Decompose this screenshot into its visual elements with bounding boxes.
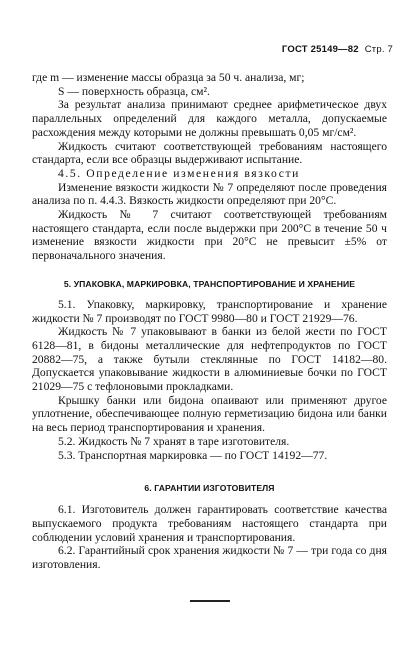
subsection-heading: 4.5. Определение изменения вязкости [58,166,300,180]
paragraph: Жидкость № 7 считают соответствующей требованиям настоящего стандарта, если после выдержки при 200°С в течение 50 ч изменение вязкости жидкости при 20°С не превысит ±5% от первоначального значения. [32,208,387,263]
formula-legend-m: где m — изменение массы образца за 50 ч. анализа, мг; [32,71,305,84]
paragraph: Изменение вязкости жидкости № 7 определяют после проведения анализа по п. 4.4.3. Вязкость жидкости определяют при 20°С. [32,180,387,208]
document-body [32,71,387,602]
gost-number: ГОСТ 25149—82 [281,44,359,55]
page-number: Стр. 7 [364,44,393,55]
paragraph: 6.2. Гарантийный срок хранения жидкости № 7 — три года со дня изготовления. [32,544,387,572]
paragraph: 5.2. Жидкость № 7 хранят в таре изготовителя. [58,434,290,448]
page-header [282,44,393,55]
section-6-title: 6. ГАРАНТИИ ИЗГОТОВИТЕЛЯ [144,483,275,494]
paragraph: За результат анализа принимают среднее арифметическое двух параллельных определений для каждого металла, допускаемые расхождения между которыми не должны превышать 0,05 мг/см². [32,98,387,139]
paragraph: 6.1. Изготовитель должен гарантировать соответствие качества выпускаемого продукта требованиям настоящего стандарта при соблюдении условий хранения и транспортирования. [32,503,387,544]
formula-legend-s: S — поверхность образца, см². [58,84,210,98]
section-5-title: 5. УПАКОВКА, МАРКИРОВКА, ТРАНСПОРТИРОВАНИЕ И ХРАНЕНИЕ [63,278,356,289]
paragraph: Крышку банки или бидона опаивают или применяют другое уплотнение, обеспечивающее полную герметизацию бидона или банки на весь период транспортирования и хранения. [32,393,387,435]
paragraph: 5.3. Транспортная маркировка — по ГОСТ 14192—77. [58,448,328,462]
paragraph: Жидкость считают соответствующей требованиям настоящего стандарта, если все образцы выдерживают испытание. [32,139,387,167]
end-rule [190,600,230,602]
paragraph: Жидкость № 7 упаковывают в банки из белой жести по ГОСТ 6128—81, в бидоны металлические для нефтепродуктов по ГОСТ 20882—75, а также бутыли стеклянные по ГОСТ 14182—80. Допускается упаковывание жидкости в алюминиевые бочки по ГОСТ 21029—75 с тефлоновыми прокладками. [32,325,387,394]
paragraph: 5.1. Упаковку, маркировку, транспортирование и хранение жидкости № 7 производят по ГОСТ 9980—80 и ГОСТ 21929—76. [32,297,387,325]
